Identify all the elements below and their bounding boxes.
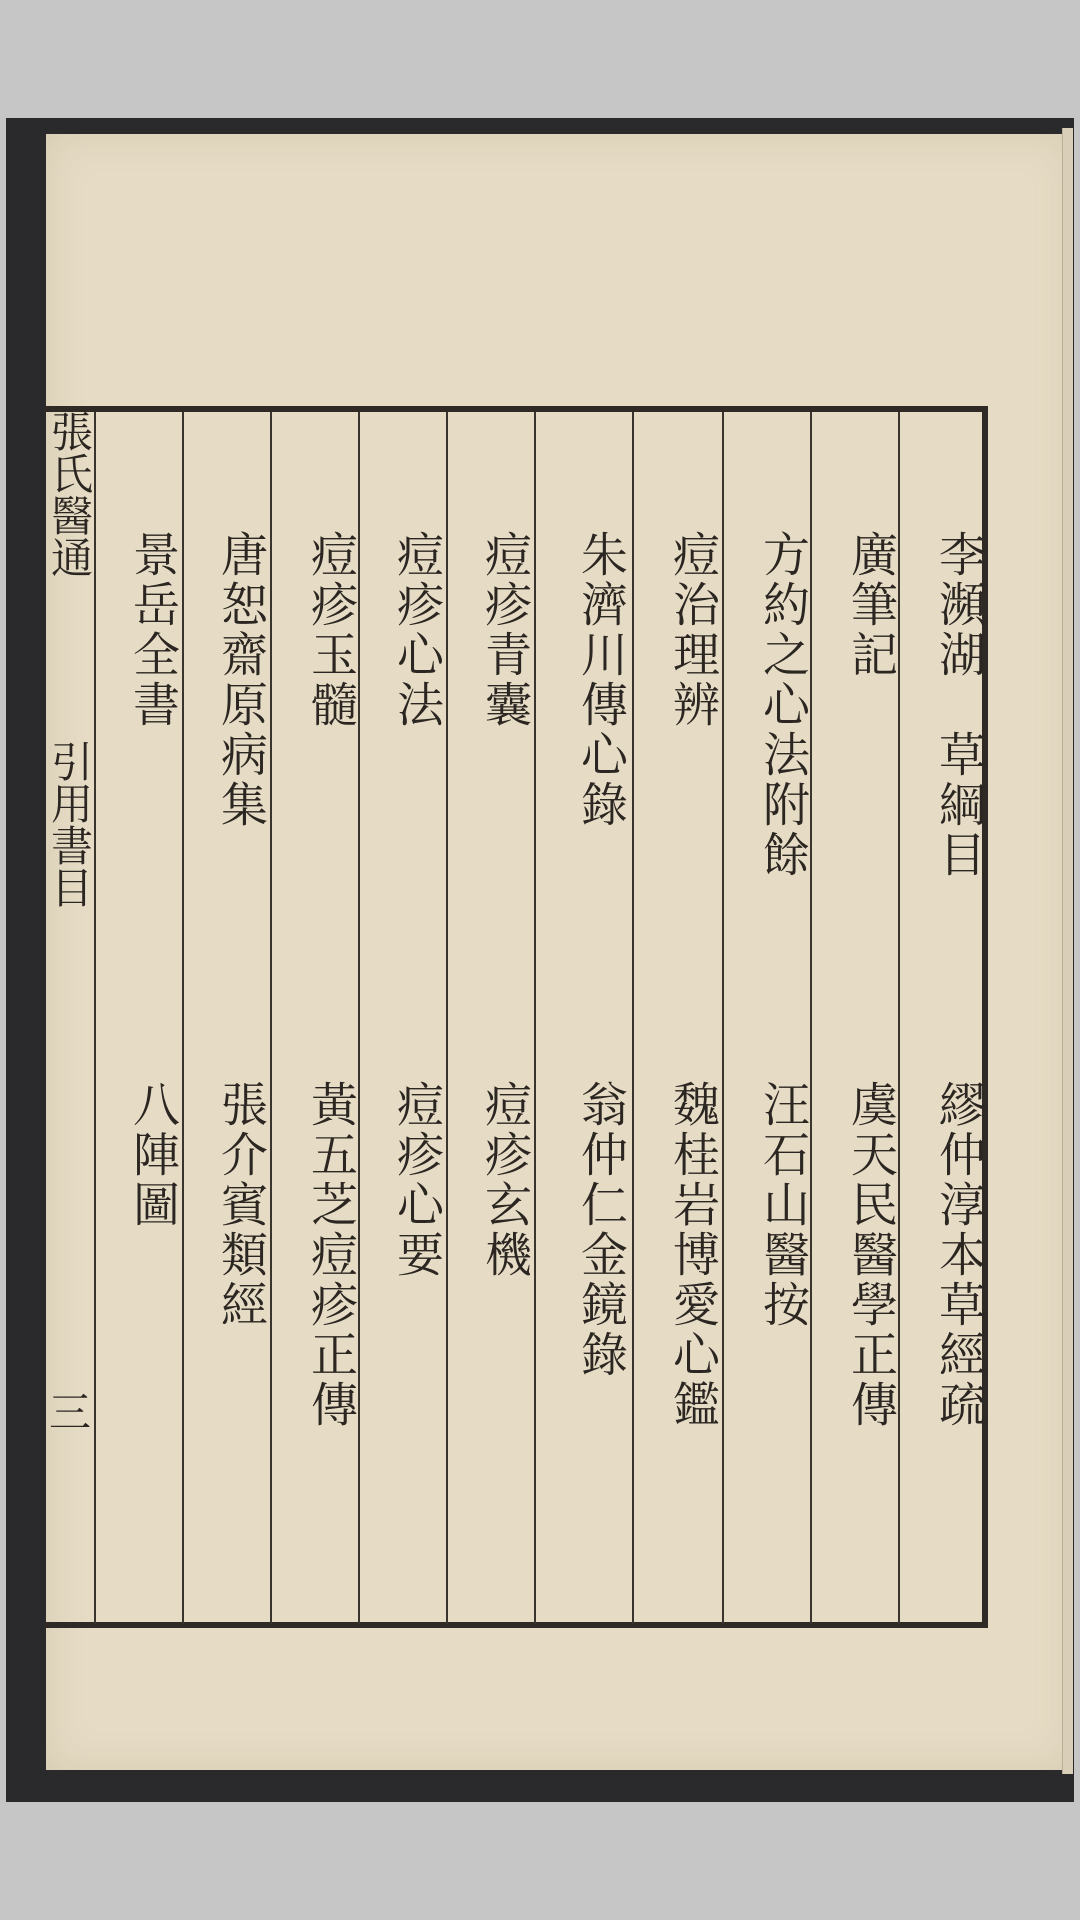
column-rule	[810, 412, 812, 1624]
column-rule	[94, 412, 96, 1624]
entry-top-10: 景岳全書	[125, 530, 180, 730]
edge-section-title: 引用書目	[45, 740, 94, 908]
entry-bottom-9: 張介賓類經	[213, 1080, 268, 1330]
column-rule	[722, 412, 724, 1624]
page-fore-edge	[1062, 128, 1073, 1774]
entry-top-9: 唐恕齋原病集	[213, 530, 268, 830]
column-rule	[358, 412, 360, 1624]
edge-title: 張氏醫通	[45, 410, 94, 578]
column-rule	[182, 412, 184, 1624]
column-rule	[446, 412, 448, 1624]
entry-bottom-1: 繆仲淳本草經疏	[931, 1080, 986, 1430]
entry-top-5: 朱濟川傳心錄	[573, 530, 628, 830]
entry-bottom-6: 痘疹玄機	[477, 1080, 532, 1280]
entry-bottom-7: 痘疹心要	[389, 1080, 444, 1280]
entry-bottom-3: 汪石山醫按	[755, 1080, 810, 1330]
column-rule	[898, 412, 900, 1624]
column-rule	[270, 412, 272, 1624]
entry-top-6: 痘疹青囊	[477, 530, 532, 730]
entry-top-8: 痘疹玉髓	[303, 530, 358, 730]
column-rule	[632, 412, 634, 1624]
entry-bottom-4: 魏桂岩博愛心鑑	[665, 1080, 720, 1430]
entry-bottom-8: 黃五芝痘疹正傳	[303, 1080, 358, 1430]
entry-top-7: 痘疹心法	[389, 530, 444, 730]
entry-top-1: 李瀕湖 草綱目	[931, 530, 986, 880]
entry-top-2: 廣筆記	[843, 530, 898, 680]
page-number: 三	[48, 1388, 91, 1437]
entry-top-3: 方約之心法附餘	[755, 530, 810, 880]
entry-top-4: 痘治理辨	[665, 530, 720, 730]
column-rule	[534, 412, 536, 1624]
entry-bottom-10: 八陣圖	[125, 1080, 180, 1230]
entry-bottom-2: 虞天民醫學正傳	[843, 1080, 898, 1430]
entry-bottom-5: 翁仲仁金鏡錄	[573, 1080, 628, 1380]
